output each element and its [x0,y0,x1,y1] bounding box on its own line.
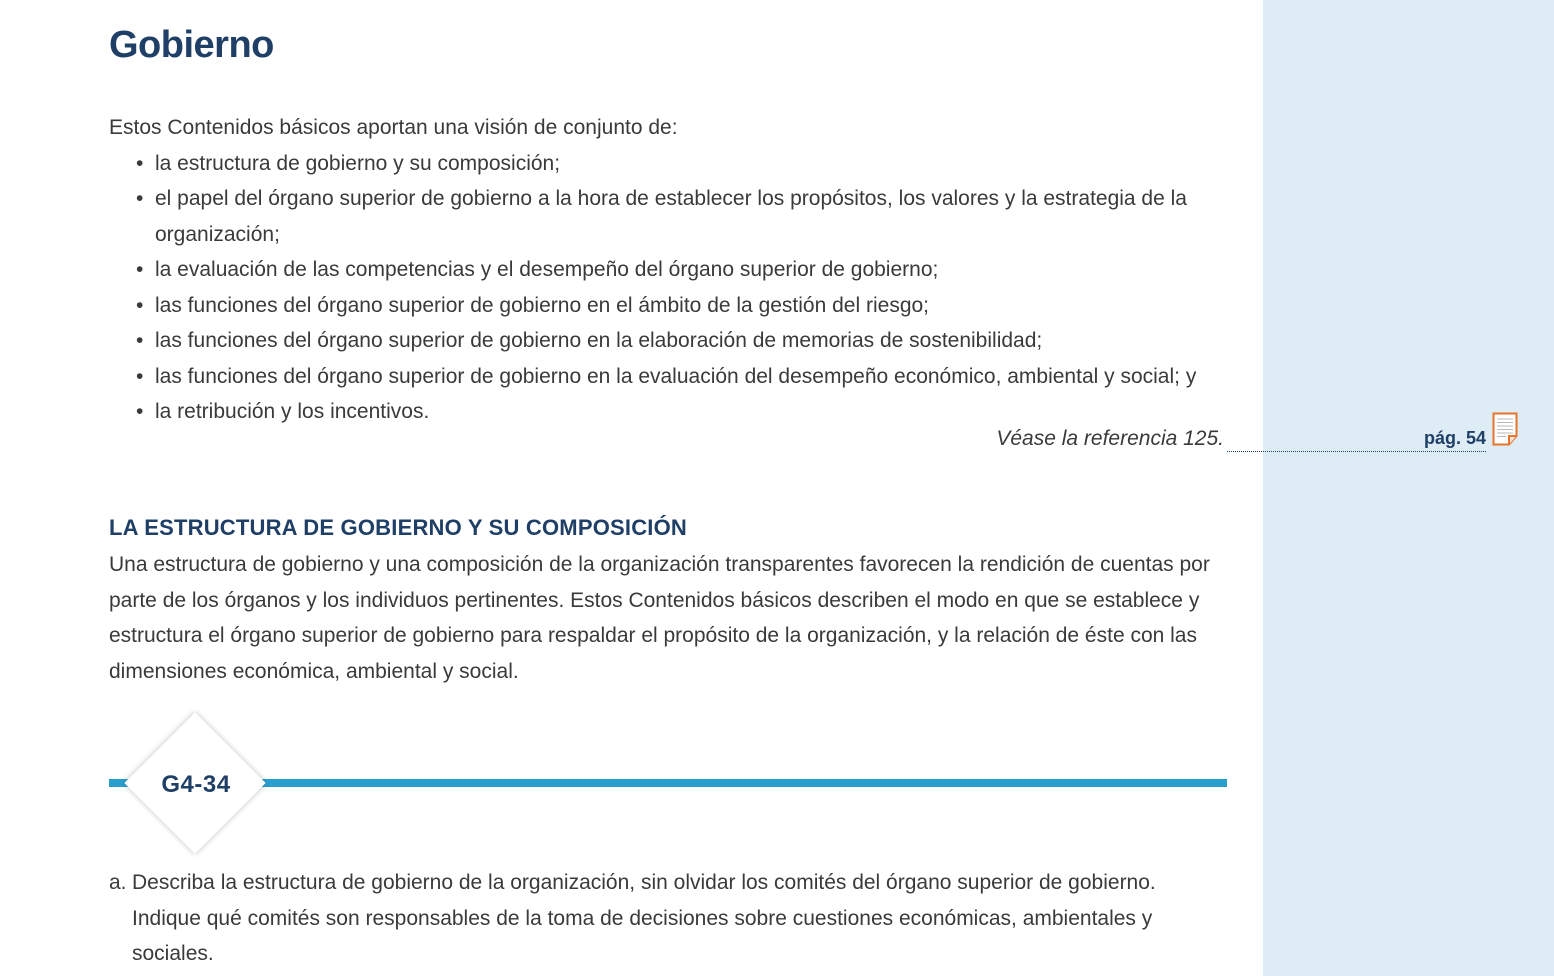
page-title: Gobierno [109,24,274,66]
intro-block [109,110,1224,430]
list-item: • las funciones del órgano superior de gobierno en la elaboración de memorias de sostenibilidad; [155,323,1224,359]
indicator-badge [120,708,272,860]
item-marker: a. [109,871,127,894]
indicator-divider-bar [109,779,1227,787]
dotted-leader [1227,451,1486,452]
list-item: • las funciones del órgano superior de gobierno en el ámbito de la gestión del riesgo; [155,288,1224,324]
item-text: Describa la estructura de gobierno de la organización, sin olvidar los comités del órgano superior de gobierno. Indique qué comités son responsables de la toma de decisiones sobre cuestiones económicas, ambientales y sociales. [132,871,1156,965]
list-item: • las funciones del órgano superior de gobierno en la evaluación del desempeño económico, ambiental y social; y [155,359,1224,395]
page-reference-link[interactable]: pág. 54 [1423,428,1486,448]
section-body: Una estructura de gobierno y una composición de la organización transparentes favorecen la rendición de cuentas por parte de los órganos y los individuos pertinentes. Estos Contenidos básicos describen el modo en que se establece y estructura el órgano superior de gobierno para respaldar el propósito de la organización, y la relación de éste con las dimensiones económica, ambiental y social. [109,553,1210,683]
requirement-item [109,865,1224,972]
reference-link[interactable]: Véase la referencia 125. [996,427,1224,450]
list-item: • la estructura de gobierno y su composición; [155,146,1224,182]
list-item: • la evaluación de las competencias y el desempeño del órgano superior de gobierno; [155,252,1224,288]
section-heading: LA ESTRUCTURA DE GOBIERNO Y SU COMPOSICIÓN [109,515,688,540]
document-icon[interactable] [1492,412,1518,446]
intro-lead: Estos Contenidos básicos aportan una visión de conjunto de: [109,116,678,139]
indicator-code: G4-34 [161,771,231,798]
right-margin-panel [1263,0,1554,976]
intro-bullet-list [109,146,1224,430]
list-item: • la retribución y los incentivos. [155,394,1224,430]
list-item: • el papel del órgano superior de gobierno a la hora de establecer los propósitos, los valores y la estrategia de la organización; [155,181,1224,252]
